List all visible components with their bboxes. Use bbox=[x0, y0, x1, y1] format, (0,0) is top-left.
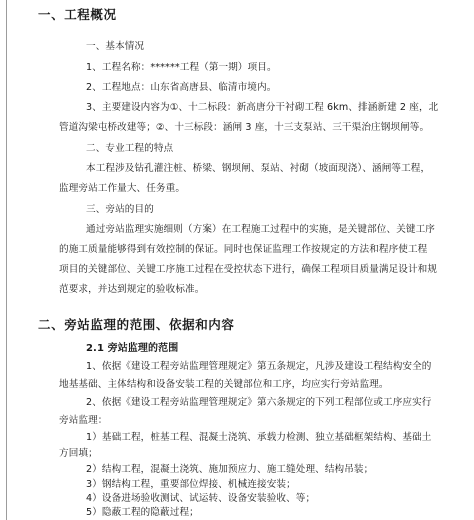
paragraph-line: 2、依据《建设工程旁站监理管理规定》第六条规定的下列工程部位或工序应实行 bbox=[86, 397, 432, 408]
paragraph-line: 监理旁站工作量大、任务重。 bbox=[59, 183, 186, 194]
section-heading-2-1: 2.1 旁站监理的范围 bbox=[86, 343, 179, 354]
paragraph-line: 的施工质量能够得到有效控制的保证。同时也保证监理工作按规定的方法和程序使工程 bbox=[59, 244, 428, 255]
paragraph-line: 1、工程名称：******工程（第一期）项目。 bbox=[86, 62, 277, 73]
paragraph-line: 地基基础、主体结构和设备安装工程的关键部位和工序，均应实行旁站监理。 bbox=[59, 379, 389, 390]
list-item: 2）结构工程，混凝土浇筑、施加预应力、施工缝处理、结构吊装； bbox=[86, 464, 374, 475]
heading-project-overview: 一、工程概况 bbox=[38, 7, 117, 22]
paragraph-line: 旁站监理： bbox=[59, 415, 108, 426]
subheading-basic-info: 一、基本情况 bbox=[86, 41, 145, 52]
list-item: 5）隐蔽工程的隐蔽过程； bbox=[86, 507, 199, 518]
paragraph-line: 3、主要建设内容为①、十二标段：新高唐分干衬砌工程 6km、排涵新建 2 座，北 bbox=[86, 102, 439, 113]
paragraph-line: 2、工程地点：山东省高唐县、临清市境内。 bbox=[86, 82, 277, 93]
subheading-purpose: 三、旁站的目的 bbox=[86, 204, 154, 215]
list-item: 1）基础工程，桩基工程、混凝土浇筑、承载力检测、独立基础框架结构、基础土 bbox=[86, 432, 432, 443]
heading-scope-basis-content: 二、旁站监理的范围、依据和内容 bbox=[38, 317, 235, 332]
paragraph-line: 方回填； bbox=[59, 448, 98, 459]
subheading-features: 二、专业工程的特点 bbox=[86, 143, 174, 154]
paragraph-line: 通过旁站监理实施细则（方案）在工程施工过程中的实施，是关键部位、关键工序 bbox=[86, 224, 435, 235]
paragraph-line: 管道沟梁屯桥改建等；②、十三标段：涵闸 3 座，十三支泵站、三干渠治庄钢坝闸等。 bbox=[59, 122, 430, 133]
list-item: 4）设备进场验收测试、试运转、设备安装验收、等； bbox=[86, 493, 316, 504]
paragraph-line: 范要求，并达到规定的验收标准。 bbox=[59, 284, 205, 295]
paragraph-line: 项目的关键部位、关键工序施工过程在受控状态下进行，确保工程项目质量满足设计和规 bbox=[59, 264, 438, 275]
paragraph-line: 1、依据《建设工程旁站监理管理规定》第五条规定，凡涉及建设工程结构安全的 bbox=[86, 361, 432, 372]
list-item: 3）钢结构工程，重要部位焊接、机械连接安装； bbox=[86, 479, 296, 490]
page-border bbox=[6, 0, 7, 520]
paragraph-line: 本工程涉及钻孔灌注桩、桥梁、钢坝闸、泵站、衬砌（坡面现浇）、涵闸等工程， bbox=[86, 163, 431, 174]
